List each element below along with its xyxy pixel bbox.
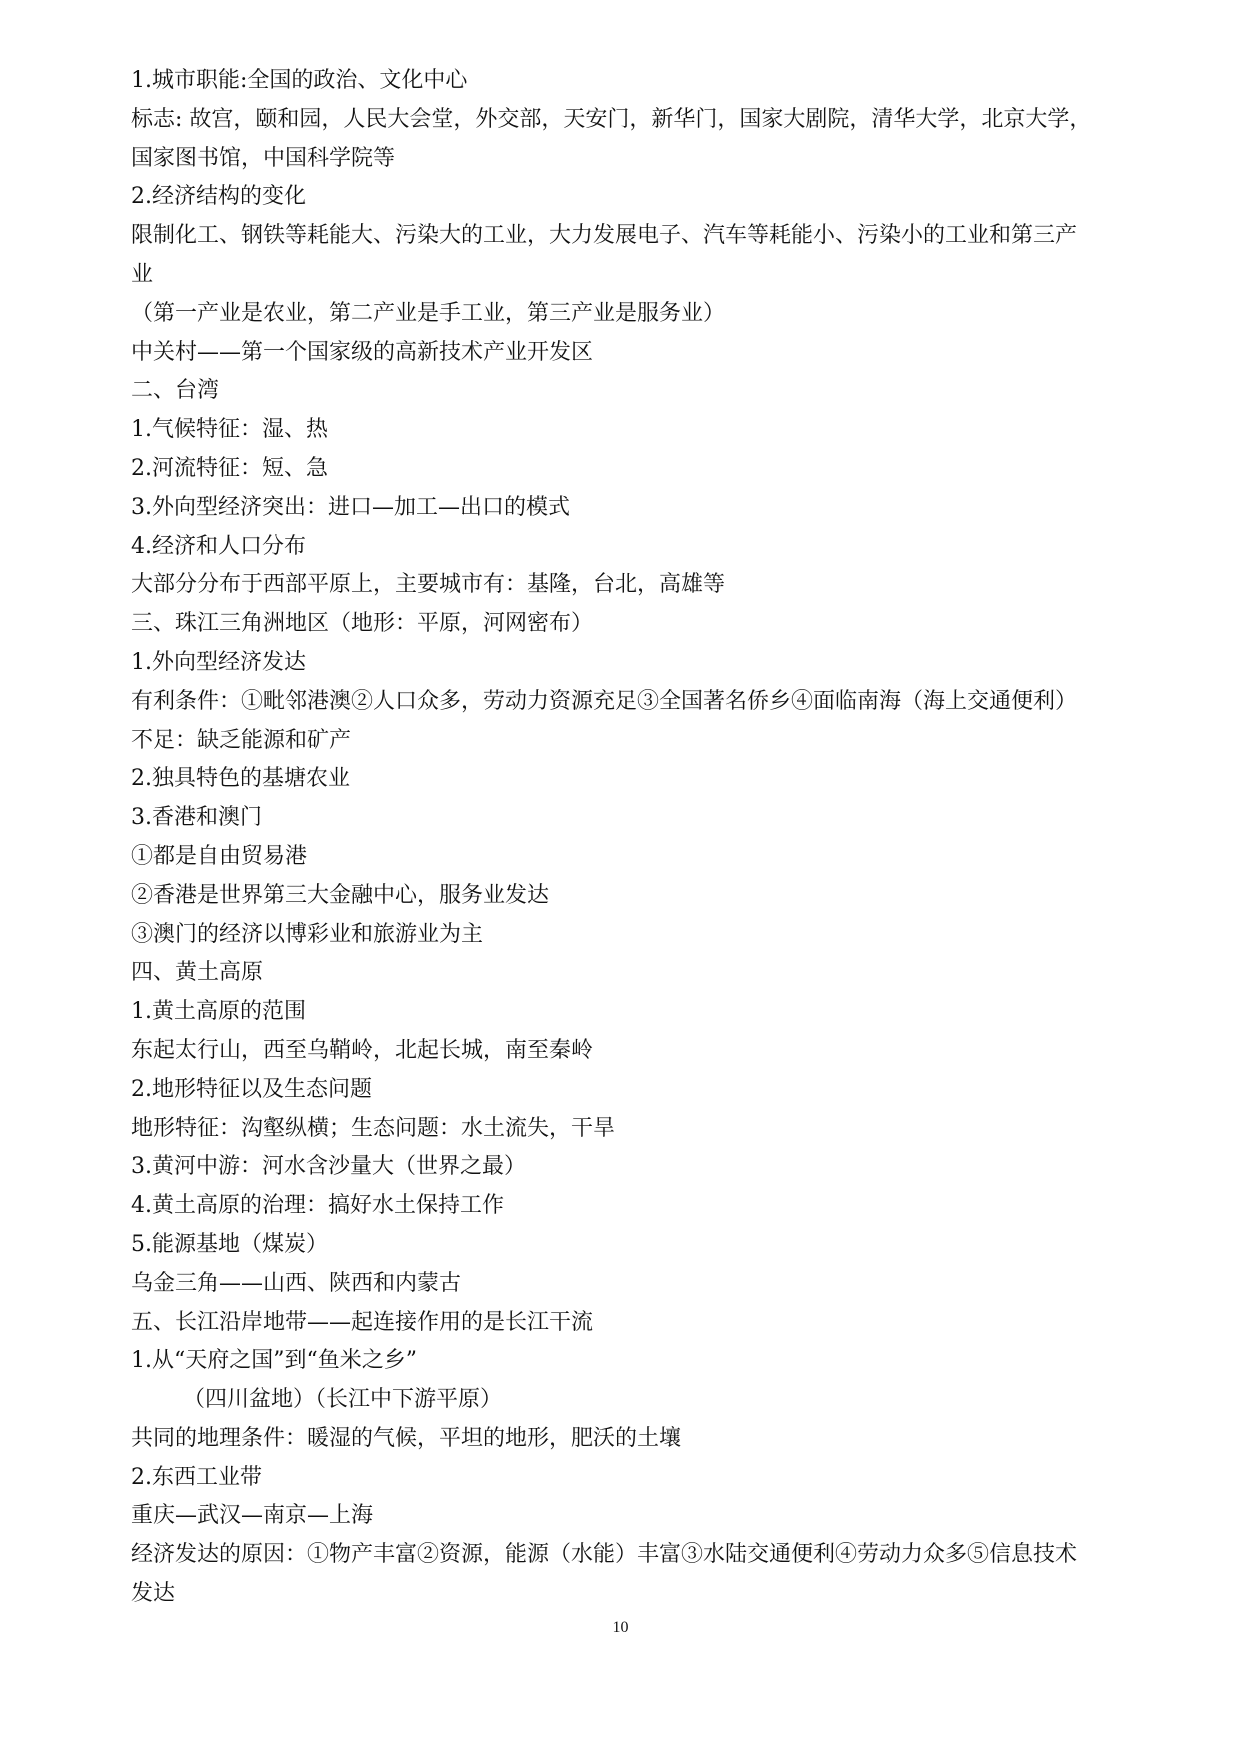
text-line: 3.黄河中游：河水含沙量大（世界之最） <box>131 1154 526 1180</box>
text-line: 国家图书馆，中国科学院等 <box>131 145 396 171</box>
text-line: 1.气候特征：湿、热 <box>131 417 328 443</box>
text-line: 共同的地理条件：暖湿的气候，平坦的地形，肥沃的土壤 <box>131 1425 682 1451</box>
text-line: 业 <box>131 261 154 287</box>
text-line: 发达 <box>131 1581 176 1607</box>
text-line: ②香港是世界第三大金融中心，服务业发达 <box>131 882 550 908</box>
text-line: 乌金三角——山西、陕西和内蒙古 <box>131 1270 462 1296</box>
text-line: 东起太行山，西至乌鞘岭，北起长城，南至秦岭 <box>131 1037 594 1063</box>
section-heading: 三、珠江三角洲地区（地形：平原，河网密布） <box>131 611 594 637</box>
text-line: 中关村——第一个国家级的高新技术产业开发区 <box>131 339 594 365</box>
text-line: 标志: 故宫，颐和园，人民大会堂，外交部，天安门，新华门，国家大剧院，清华大学，北京大学， <box>131 106 1092 132</box>
text-line: 1.城市职能:全国的政治、文化中心 <box>131 68 468 93</box>
text-line: （第一产业是农业，第二产业是手工业，第三产业是服务业） <box>131 300 726 326</box>
text-line: 2.独具特色的基塘农业 <box>131 766 350 792</box>
text-line: 3.外向型经济突出：进口—加工—出口的模式 <box>131 494 570 520</box>
text-line: 4.黄土高原的治理：搞好水土保持工作 <box>131 1193 504 1219</box>
text-line: 2.经济结构的变化 <box>131 184 306 210</box>
text-line: 经济发达的原因：①物产丰富②资源，能源（水能）丰富③水陆交通便利④劳动力众多⑤信息技术 <box>131 1542 1078 1568</box>
text-line: （四川盆地）（长江中下游平原） <box>183 1387 503 1413</box>
section-heading: 五、长江沿岸地带——起连接作用的是长江干流 <box>131 1309 594 1335</box>
text-line: 限制化工、钢铁等耗能大、污染大的工业，大力发展电子、汽车等耗能小、污染小的工业和第三产 <box>131 223 1078 249</box>
page-number: 10 <box>612 1619 629 1636</box>
text-line: 5.能源基地（煤炭） <box>131 1231 328 1257</box>
text-line: 重庆—武汉—南京—上海 <box>131 1503 374 1529</box>
text-line: ③澳门的经济以博彩业和旅游业为主 <box>131 921 484 947</box>
text-line: 1.黄土高原的范围 <box>131 999 306 1025</box>
text-line: 地形特征：沟壑纵横；生态问题：水土流失，干旱 <box>131 1115 616 1141</box>
text-line: ①都是自由贸易港 <box>131 843 308 869</box>
text-line: 3.香港和澳门 <box>131 805 262 831</box>
text-line: 4.经济和人口分布 <box>131 533 306 559</box>
text-line: 不足：缺乏能源和矿产 <box>131 727 352 753</box>
text-line: 1.外向型经济发达 <box>131 649 306 675</box>
text-line: 有利条件：①毗邻港澳②人口众多，劳动力资源充足③全国著名侨乡④面临南海（海上交通便利） <box>131 688 1078 714</box>
text-line: 2.河流特征：短、急 <box>131 455 328 481</box>
section-heading: 四、黄土高原 <box>131 960 264 986</box>
section-heading: 二、台湾 <box>131 378 220 404</box>
text-line: 大部分分布于西部平原上，主要城市有：基隆，台北，高雄等 <box>131 572 726 598</box>
text-line: 1.从“天府之国”到“鱼米之乡” <box>131 1348 417 1374</box>
text-line: 2.地形特征以及生态问题 <box>131 1076 372 1102</box>
document-body <box>131 62 1221 1614</box>
text-line: 2.东西工业带 <box>131 1464 262 1490</box>
